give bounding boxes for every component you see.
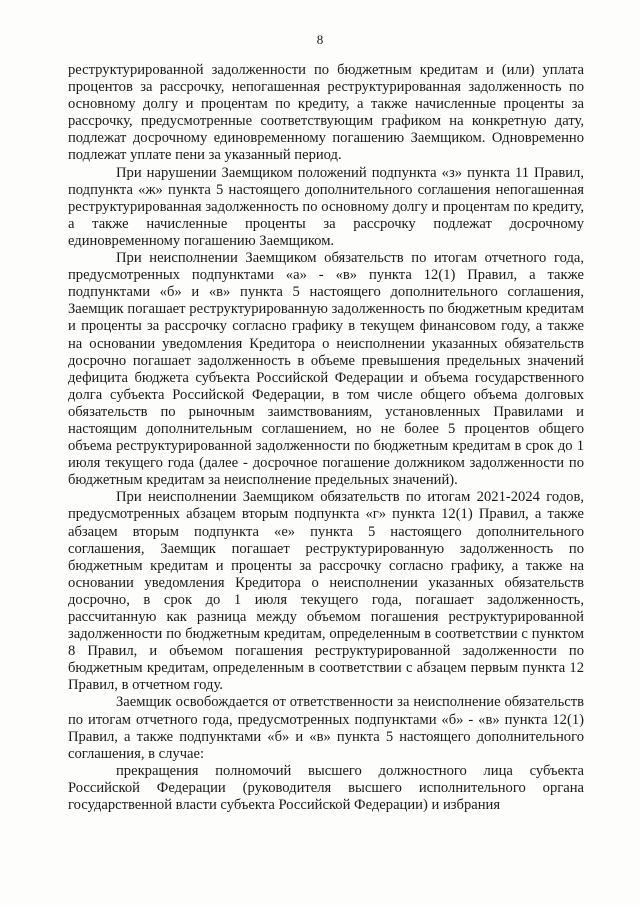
paragraph-exemption: Заемщик освобождается от ответственности за неисполнение обязательств по итогам отчетного года, предусмотренных подпунктами «б» - «в» пункта 12(1) Правил, а также подпунктами «б» и «в» пункта 5 настоящего дополнительного соглашения, в случае: xyxy=(68,694,584,762)
document-body xyxy=(68,62,584,814)
page-number: 8 xyxy=(316,32,324,47)
paragraph-continuation: реструктурированной задолженности по бюджетным кредитам и (или) уплата процентов за рассрочку, непогашенная реструктурированная задолженность по основному долгу и процентам по кредиту, а также начисленные проценты за рассрочку, предусмотренные соответствующим графиком на конкретную дату, подлежат досрочному единовременному погашению Заемщиком. Одновременно подлежат уплате пени за указанный период. xyxy=(68,62,584,164)
paragraph-annual-obligations: При неисполнении Заемщиком обязательств по итогам отчетного года, предусмотренных подпунктами «а» - «в» пункта 12(1) Правил, а также подпунктами «б» и «в» пункта 5 настоящего дополнительного соглашения, Заемщик погашает реструктурированную задолженность по бюджетным кредитам и проценты за рассрочку согласно графику в текущем финансовом году, а также на основании уведомления Кредитора о неисполнении указанных обязательств досрочно погашает задолженность в объеме превышения предельных значений дефицита бюджета субъекта Российской Федерации и объема государственного долга субъекта Российской Федерации, в том числе общего объема долговых обязательств по рыночным заимствованиям, установленных Правилами и настоящим дополнительным соглашением, но не более 5 процентов общего объема реструктурированной задолженности по бюджетным кредитам в срок до 1 июля текущего года (далее - досрочное погашение должником задолженности по бюджетным кредитам за неисполнение предельных значений). xyxy=(68,250,584,489)
paragraph-2021-2024-obligations: При неисполнении Заемщиком обязательств по итогам 2021-2024 годов, предусмотренных абзацем вторым подпункта «г» пункта 12(1) Правил, а также абзацем вторым подпункта «е» пункта 5 настоящего дополнительного соглашения, Заемщик погашает реструктурированную задолженность по бюджетным кредитам и проценты за рассрочку согласно графику, а также на основании уведомления Кредитора о неисполнении указанных обязательств досрочно, в срок до 1 июля текущего года, погашает задолженность, рассчитанную как разница между объемом погашения реструктурированной задолженности по бюджетным кредитам, определенным в соответствии с пунктом 8 Правил, и объемом погашения реструктурированной задолженности по бюджетным кредитам, определенным в соответствии с абзацем первым пункта 12 Правил, в отчетном году. xyxy=(68,489,584,694)
paragraph-termination-of-powers: прекращения полномочий высшего должностного лица субъекта Российской Федерации (руководителя высшего исполнительного органа государственной власти субъекта Российской Федерации) и избрания xyxy=(68,762,584,814)
paragraph-violation-clause: При нарушении Заемщиком положений подпункта «з» пункта 11 Правил, подпункта «ж» пункта 5 настоящего дополнительного соглашения непогашенная реструктурированная задолженность по основному долгу и процентам по кредиту, а также начисленные проценты за рассрочку подлежат досрочному единовременному погашению Заемщиком. xyxy=(68,164,584,249)
